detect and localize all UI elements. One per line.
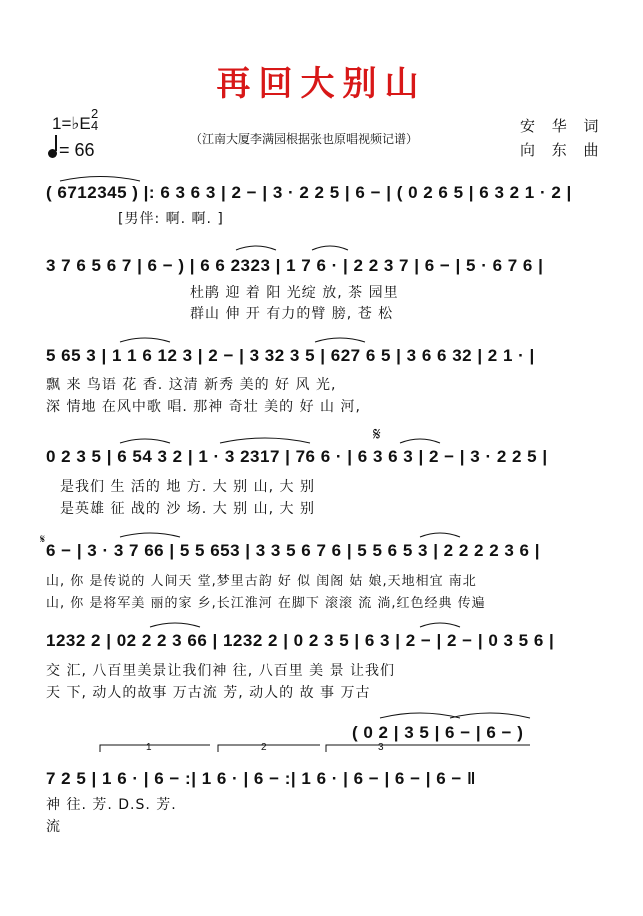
lyric-line-5a: 山, 你 是传说的 人间天 堂,梦里古韵 好 似 闺阁 姑 娘,天地相宜 南北 xyxy=(46,574,477,589)
time-top: 2 xyxy=(91,106,99,121)
lyric-line-6a: 交 汇, 八百里美景让我们神 往, 八百里 美 景 让我们 xyxy=(46,663,396,679)
notation-line-6: 1232 2 | 02 2 2 3 66 | 1232 2 | 0 2 3 5 | 6 3 | 2 − | 2 − | 0 3 5 6 | xyxy=(46,631,555,650)
lyric-line-4a: 是我们 生 活的 地 方. 大 别 山, 大 别 xyxy=(60,479,315,495)
lyric-line-7a: 神 往. 芳. D.S. 芳. xyxy=(46,797,177,813)
lyricist-credit: 安 华 词 xyxy=(520,117,605,135)
volta-1: 1 xyxy=(146,742,152,753)
lyric-line-1a: [男伴: 啊. 啊. ] xyxy=(118,211,224,227)
notation-line-4: 0 2 3 5 | 6 54 3 2 | 1 · 3 2317 | 76 6 · | 6 3 6 3 | 2 − | 3 · 2 2 5 | xyxy=(46,447,548,466)
notation-line-5: 6 − | 3 · 3 7 66 | 5 5 653 | 3 3 5 6 7 6 | 5 5 6 5 3 | 2 2 2 2 3 6 | xyxy=(46,541,540,560)
notation-line-2: 3 7 6 5 6 7 | 6 − ) | 6 6 2323 | 1 7 6 · | 2 2 3 7 | 6 − | 5 · 6 7 6 | xyxy=(46,256,544,275)
key-signature: 1=♭E xyxy=(52,114,91,133)
lyric-line-5b: 山, 你 是将军美 丽的家 乡,长江淮河 在脚下 滚滚 流 淌,红色经典 传遍 xyxy=(46,596,486,611)
lyric-line-3a: 飘 来 鸟语 花 香. 这清 新秀 美的 好 风 光, xyxy=(46,377,337,393)
notation-line-1: ( 6712345 ) |: 6 3 6 3 | 2 − | 3 · 2 2 5 | 6 − | ( 0 2 6 5 | 6 3 2 1 · 2 | xyxy=(46,183,572,202)
song-title: 再回大别山 xyxy=(216,64,427,104)
volta-3: 3 xyxy=(378,742,384,753)
volta-2: 2 xyxy=(261,742,267,753)
lyric-line-2b: 群山 伸 开 有力的臂 膀, 苍 松 xyxy=(190,306,394,322)
notation-line-3: 5 65 3 | 1 1 6 12 3 | 2 − | 3 32 3 5 | 627 6 5 | 3 6 6 32 | 2 1 · | xyxy=(46,346,535,365)
tempo-value: = 66 xyxy=(59,140,95,160)
lyric-line-7b: 流 xyxy=(46,819,61,835)
subtitle: （江南大厦李满园根据张也原唱视频记谱） xyxy=(190,132,419,146)
segno-icon: 𝄋 xyxy=(373,424,381,445)
notation-line-7: 7 2 5 | 1 6 · | 6 − :| 1 6 · | 6 − :| 1 6 · | 6 − | 6 − | 6 − ‖ xyxy=(46,769,477,788)
lyric-line-6b: 天 下, 动人的故事 万古流 芳, 动人的 故 事 万古 xyxy=(46,685,371,701)
coda-notation: ( 0 2 | 3 5 | 6 − | 6 − ) xyxy=(352,723,524,742)
lyric-line-2a: 杜鹃 迎 着 阳 光绽 放, 茶 园里 xyxy=(190,285,399,301)
composer-credit: 向 东 曲 xyxy=(520,141,605,159)
lyric-line-3b: 深 情地 在风中歌 唱. 那神 奇壮 美的 好 山 河, xyxy=(46,399,361,415)
segno-small-icon: 𝄋 xyxy=(40,532,46,546)
lyric-line-4b: 是英雄 征 战的 沙 场. 大 别 山, 大 别 xyxy=(60,501,315,517)
time-bottom: 4 xyxy=(91,118,99,133)
